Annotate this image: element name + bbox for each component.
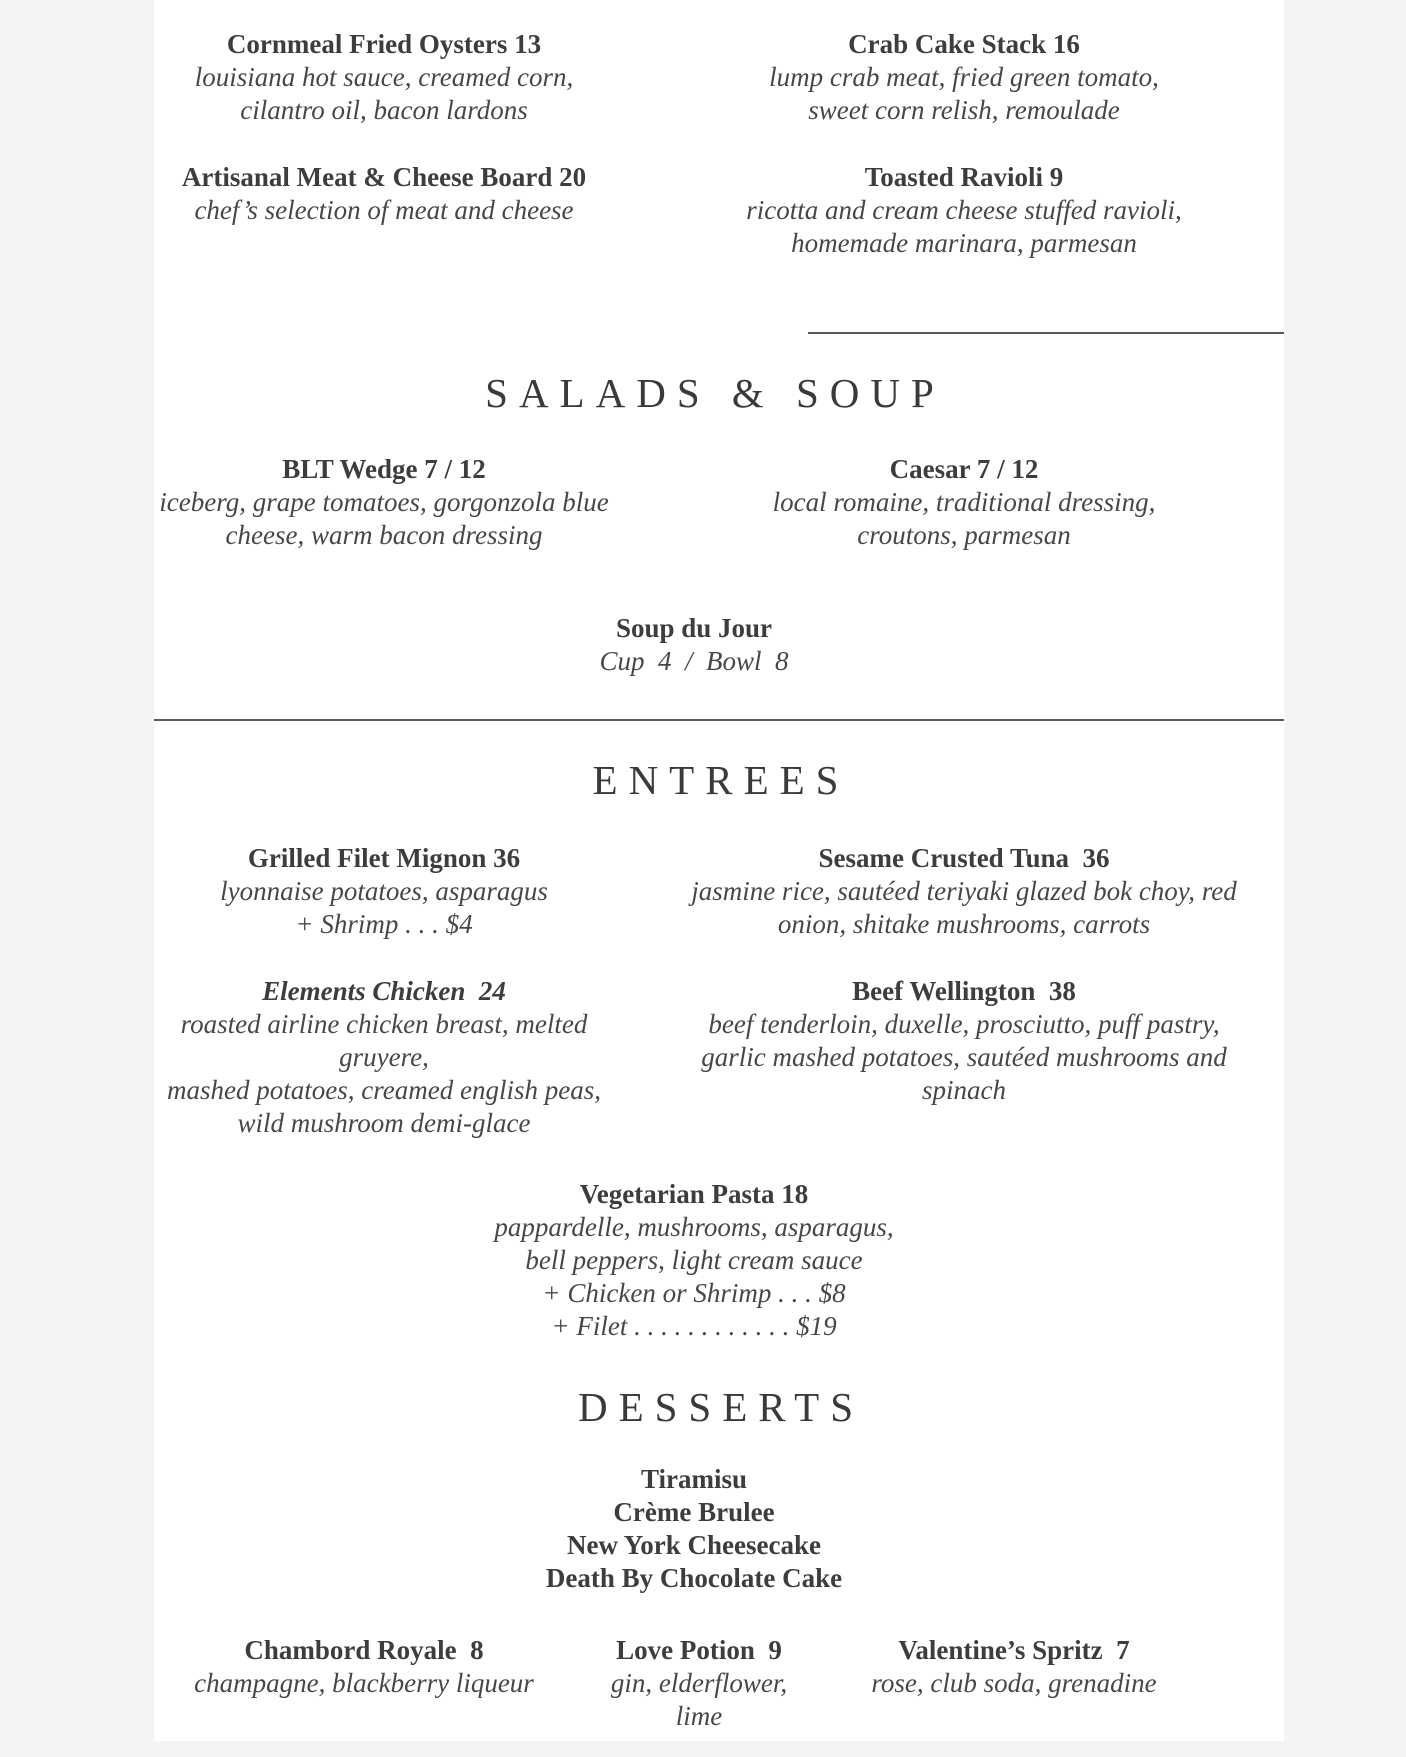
item-desc-line: sweet corn relish, remoulade — [808, 95, 1120, 125]
menu-item-toasted-ravioli — [714, 161, 1214, 260]
drink-item-chambord-royale — [164, 1634, 564, 1700]
item-desc-line: croutons, parmesan — [857, 520, 1071, 550]
menu-item-elements-chicken — [154, 975, 614, 1140]
item-name: Beef Wellington 38 — [852, 976, 1076, 1006]
section-heading-desserts: DESSERTS — [577, 1384, 865, 1430]
menu-item-beef-wellington — [654, 975, 1274, 1107]
item-name: Love Potion 9 — [616, 1635, 782, 1665]
item-desc-line: local romaine, traditional dressing, — [772, 487, 1156, 517]
item-desc-line: pappardelle, mushrooms, asparagus, — [494, 1212, 894, 1242]
item-desc-line: + Shrimp . . . $4 — [295, 909, 473, 939]
item-desc-line: champagne, blackberry liqueur — [194, 1668, 534, 1698]
item-desc-line: + Chicken or Shrimp . . . $8 — [542, 1278, 846, 1308]
item-desc-line: cheese, warm bacon dressing — [225, 520, 543, 550]
item-desc-line: onion, shitake mushrooms, carrots — [777, 909, 1151, 939]
drink-item-love-potion — [574, 1634, 824, 1733]
item-name: BLT Wedge 7 / 12 — [282, 454, 486, 484]
menu-item-oysters — [174, 28, 594, 127]
item-desc-line: spinach — [922, 1075, 1006, 1105]
dessert-item: New York Cheesecake — [567, 1530, 821, 1560]
item-desc-line: roasted airline chicken breast, melted — [180, 1009, 588, 1039]
item-desc-line: gruyere, — [339, 1042, 429, 1072]
item-name: Chambord Royale 8 — [244, 1635, 484, 1665]
item-desc-line: gin, elderflower, — [610, 1668, 788, 1698]
item-desc-line: Cup 4 / Bowl 8 — [599, 646, 789, 676]
drink-item-valentines-spritz — [834, 1634, 1194, 1700]
section-heading-salads: SALADS & SOUP — [485, 370, 945, 416]
item-desc-line: cilantro oil, bacon lardons — [240, 95, 528, 125]
item-name: Caesar 7 / 12 — [889, 454, 1039, 484]
dessert-item: Death By Chocolate Cake — [545, 1563, 843, 1593]
item-name: Elements Chicken 24 — [262, 976, 506, 1006]
item-desc-line: garlic mashed potatoes, sautéed mushrooms and — [701, 1042, 1227, 1072]
item-name: Cornmeal Fried Oysters 13 — [226, 29, 542, 59]
item-name: Vegetarian Pasta 18 — [579, 1179, 809, 1209]
menu-item-filet-mignon — [174, 842, 594, 941]
dessert-list — [494, 1463, 894, 1595]
item-name: Soup du Jour — [615, 613, 773, 643]
item-desc-line: homemade marinara, parmesan — [791, 228, 1137, 258]
item-desc-line: ricotta and cream cheese stuffed ravioli, — [746, 195, 1182, 225]
menu-item-meat-cheese-board — [154, 161, 614, 227]
menu-item-blt-wedge — [154, 453, 614, 552]
section-divider — [154, 719, 1284, 721]
menu-item-caesar — [714, 453, 1214, 552]
item-desc-line: bell peppers, light cream sauce — [525, 1245, 863, 1275]
menu-item-sesame-tuna — [654, 842, 1274, 941]
item-desc-line: + Filet . . . . . . . . . . . . $19 — [551, 1311, 837, 1341]
item-name: Toasted Ravioli 9 — [864, 162, 1064, 192]
item-desc-line: lime — [675, 1701, 723, 1731]
item-desc-line: rose, club soda, grenadine — [871, 1668, 1157, 1698]
item-name: Sesame Crusted Tuna 36 — [818, 843, 1110, 873]
item-desc-line: lyonnaise potatoes, asparagus — [220, 876, 548, 906]
item-name: Grilled Filet Mignon 36 — [247, 843, 521, 873]
item-name: Valentine’s Spritz 7 — [898, 1635, 1130, 1665]
dessert-item: Crème Brulee — [613, 1497, 775, 1527]
item-desc-line: louisiana hot sauce, creamed corn, — [194, 62, 574, 92]
item-desc-line: chef’s selection of meat and cheese — [194, 195, 574, 225]
menu-item-soup — [494, 612, 894, 678]
section-divider — [808, 332, 1284, 334]
dessert-item: Tiramisu — [640, 1464, 748, 1494]
item-desc-line: jasmine rice, sautéed teriyaki glazed bok choy, red — [691, 876, 1237, 906]
item-name: Crab Cake Stack 16 — [848, 29, 1080, 59]
item-desc-line: mashed potatoes, creamed english peas, — [167, 1075, 601, 1105]
menu-item-crab-cake — [714, 28, 1214, 127]
menu-page — [154, 0, 1284, 1741]
item-name: Artisanal Meat & Cheese Board 20 — [181, 162, 587, 192]
item-desc-line: beef tenderloin, duxelle, prosciutto, puff pastry, — [708, 1009, 1220, 1039]
item-desc-line: iceberg, grape tomatoes, gorgonzola blue — [159, 487, 609, 517]
item-desc-line: lump crab meat, fried green tomato, — [769, 62, 1159, 92]
menu-item-vegetarian-pasta — [444, 1178, 944, 1343]
section-heading-entrees: ENTREES — [592, 757, 850, 803]
item-desc-line: wild mushroom demi-glace — [237, 1108, 531, 1138]
